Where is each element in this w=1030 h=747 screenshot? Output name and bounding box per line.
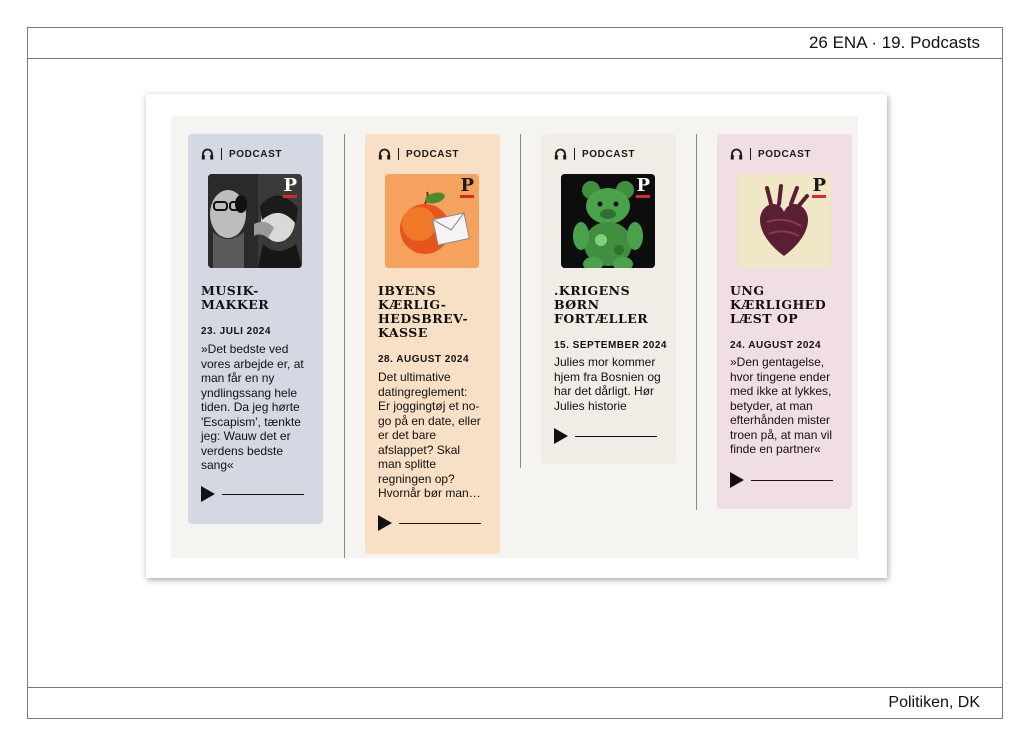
progress-track[interactable] xyxy=(575,436,657,437)
podcast-card-krigens-boern[interactable] xyxy=(541,134,676,464)
headphones-icon xyxy=(554,148,567,160)
politiken-logo: P xyxy=(812,175,826,196)
podcast-tag xyxy=(201,148,282,160)
headphones-icon xyxy=(730,148,743,160)
podcast-tag xyxy=(730,148,811,160)
play-icon xyxy=(378,515,392,531)
progress-track[interactable] xyxy=(399,523,481,524)
play-icon xyxy=(201,486,215,502)
episode-date: 23. JULI 2024 xyxy=(201,326,271,337)
screenshot-frame xyxy=(146,94,887,578)
podcast-title[interactable]: .KRIGENS BØRN FORTÆLLER xyxy=(554,283,649,326)
episode-date: 24. AUGUST 2024 xyxy=(730,340,822,351)
play-icon xyxy=(730,472,744,488)
politiken-logo: P xyxy=(460,175,474,196)
episode-date: 15. SEPTEMBER 2024 xyxy=(554,340,667,351)
podcast-tag-label: PODCAST xyxy=(758,148,812,160)
podcast-card-ung-kaerlighed[interactable] xyxy=(717,134,852,509)
podcast-tag-label: PODCAST xyxy=(582,148,636,160)
play-icon xyxy=(554,428,568,444)
politiken-logo: P xyxy=(636,175,650,196)
podcast-tag xyxy=(378,148,459,160)
podcast-cover-image[interactable] xyxy=(208,174,302,268)
politiken-logo: P xyxy=(283,175,297,196)
podcast-cover-image[interactable] xyxy=(737,174,831,268)
podcast-tag-label: PODCAST xyxy=(229,148,283,160)
episode-description: »Det bedste ved vores arbejde er, at man får en ny yndlingssang hele tiden. Da jeg hørte 'Escapism', tænkte jeg: Wauw det er verdens bedste sang« xyxy=(201,342,304,472)
play-button[interactable] xyxy=(201,486,305,502)
podcast-title[interactable]: IBYENS KÆRLIG- HEDSBREV- KASSE xyxy=(378,283,469,340)
podcast-tag xyxy=(554,148,635,160)
progress-track[interactable] xyxy=(222,494,304,495)
podcast-cover-image[interactable] xyxy=(561,174,655,268)
podcast-tag-label: PODCAST xyxy=(406,148,460,160)
podcast-title[interactable]: MUSIK- MAKKER xyxy=(201,283,270,312)
headphones-icon xyxy=(378,148,391,160)
column-divider xyxy=(520,134,521,468)
podcast-title[interactable]: UNG KÆRLIGHED LÆST OP xyxy=(730,283,827,326)
slide-header xyxy=(28,28,1002,59)
play-button[interactable] xyxy=(378,515,482,531)
progress-track[interactable] xyxy=(751,480,833,481)
play-button[interactable] xyxy=(730,472,834,488)
slide-title: 26 ENA · 19. Podcasts xyxy=(808,33,980,52)
episode-description: Det ultimative datingreglement: Er joggingtøj et no- go på en date, eller er det bare afslappet? Skal man splitte regningen op? Hvornår bør man… xyxy=(378,370,481,500)
slide-footer xyxy=(28,687,1002,718)
podcast-carousel xyxy=(171,116,858,558)
column-divider xyxy=(696,134,697,510)
podcast-cover-image[interactable] xyxy=(385,174,479,268)
play-button[interactable] xyxy=(554,428,658,444)
source-label: Politiken, DK xyxy=(888,694,980,711)
podcast-card-ibyens[interactable] xyxy=(365,134,500,554)
podcast-card-musikmakker[interactable] xyxy=(188,134,323,524)
headphones-icon xyxy=(201,148,214,160)
episode-description: Julies mor kommer hjem fra Bosnien og har det dårligt. Hør Julies historie xyxy=(554,355,661,413)
episode-description: »Den gentagelse, hvor tingene ender med ikke at lykkes, betyder, at man efterhånden mister troen på, at man vil finde en partner« xyxy=(730,355,833,456)
episode-date: 28. AUGUST 2024 xyxy=(378,354,470,365)
column-divider xyxy=(344,134,345,558)
